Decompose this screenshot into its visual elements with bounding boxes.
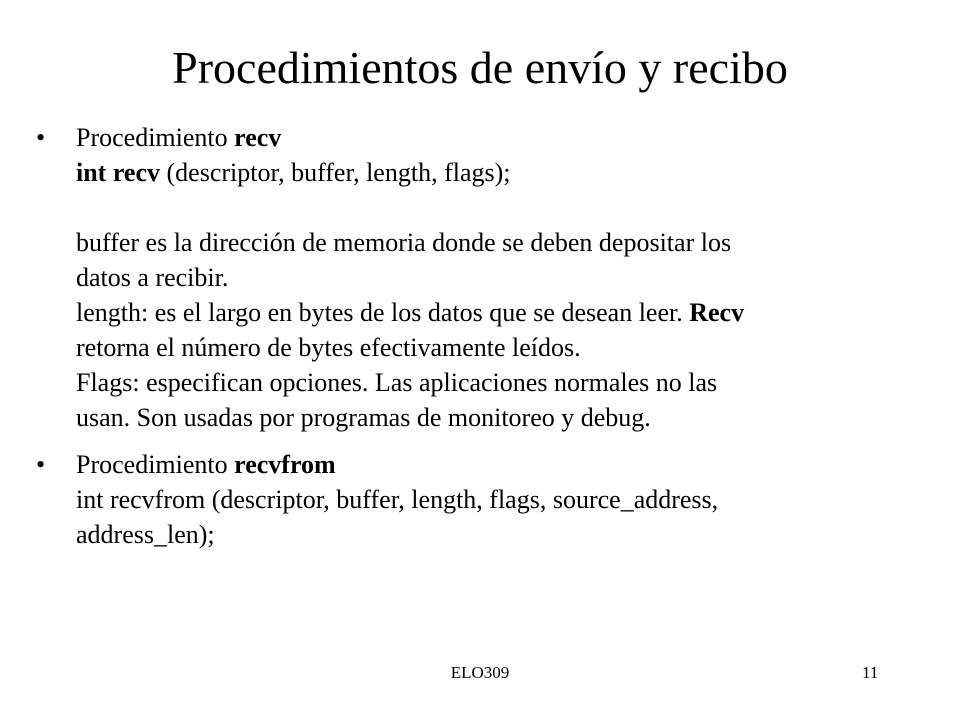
bullet-dot: • (36, 123, 46, 152)
recv-desc-line (76, 295, 960, 330)
recvfrom-heading-label: Procedimiento (76, 450, 235, 479)
recv-heading (76, 120, 960, 155)
blank-line (76, 190, 960, 225)
recv-heading-keyword: recv (234, 123, 282, 152)
recv-desc-line: Flags: especifican opciones. Las aplicaciones normales no las (76, 368, 718, 397)
slide-title: Procedimientos de envío y recibo (172, 42, 788, 93)
recv-length-text: length: es el largo en bytes de los datos que se desean leer. (76, 298, 690, 327)
recv-desc-line: datos a recibir. (76, 263, 229, 292)
recvfrom-signature: int recvfrom (descriptor, buffer, length, flags, source_address, (76, 485, 719, 514)
recv-signature-keyword: int recv (76, 158, 160, 187)
recv-signature-params: (descriptor, buffer, length, flags); (160, 158, 511, 187)
recv-desc-line: retorna el número de bytes efectivamente leídos. (76, 333, 581, 362)
recv-desc-line: usan. Son usadas por programas de monitoreo y debug. (76, 403, 651, 432)
bullet-recvfrom (0, 447, 960, 552)
bullet-list (0, 120, 960, 552)
recvfrom-signature: address_len); (76, 520, 215, 549)
recvfrom-heading-keyword: recvfrom (234, 450, 336, 479)
footer-course: ELO309 (450, 663, 510, 682)
recv-bold-word: Recv (689, 298, 745, 327)
bullet-recv (0, 120, 960, 435)
bullet-dot: • (36, 450, 46, 479)
recv-signature (76, 155, 960, 190)
recv-desc-line: buffer es la dirección de memoria donde se deben depositar los (76, 228, 732, 257)
recvfrom-heading (76, 447, 960, 482)
footer-page-number: 11 (862, 663, 879, 682)
recv-heading-label: Procedimiento (76, 123, 235, 152)
